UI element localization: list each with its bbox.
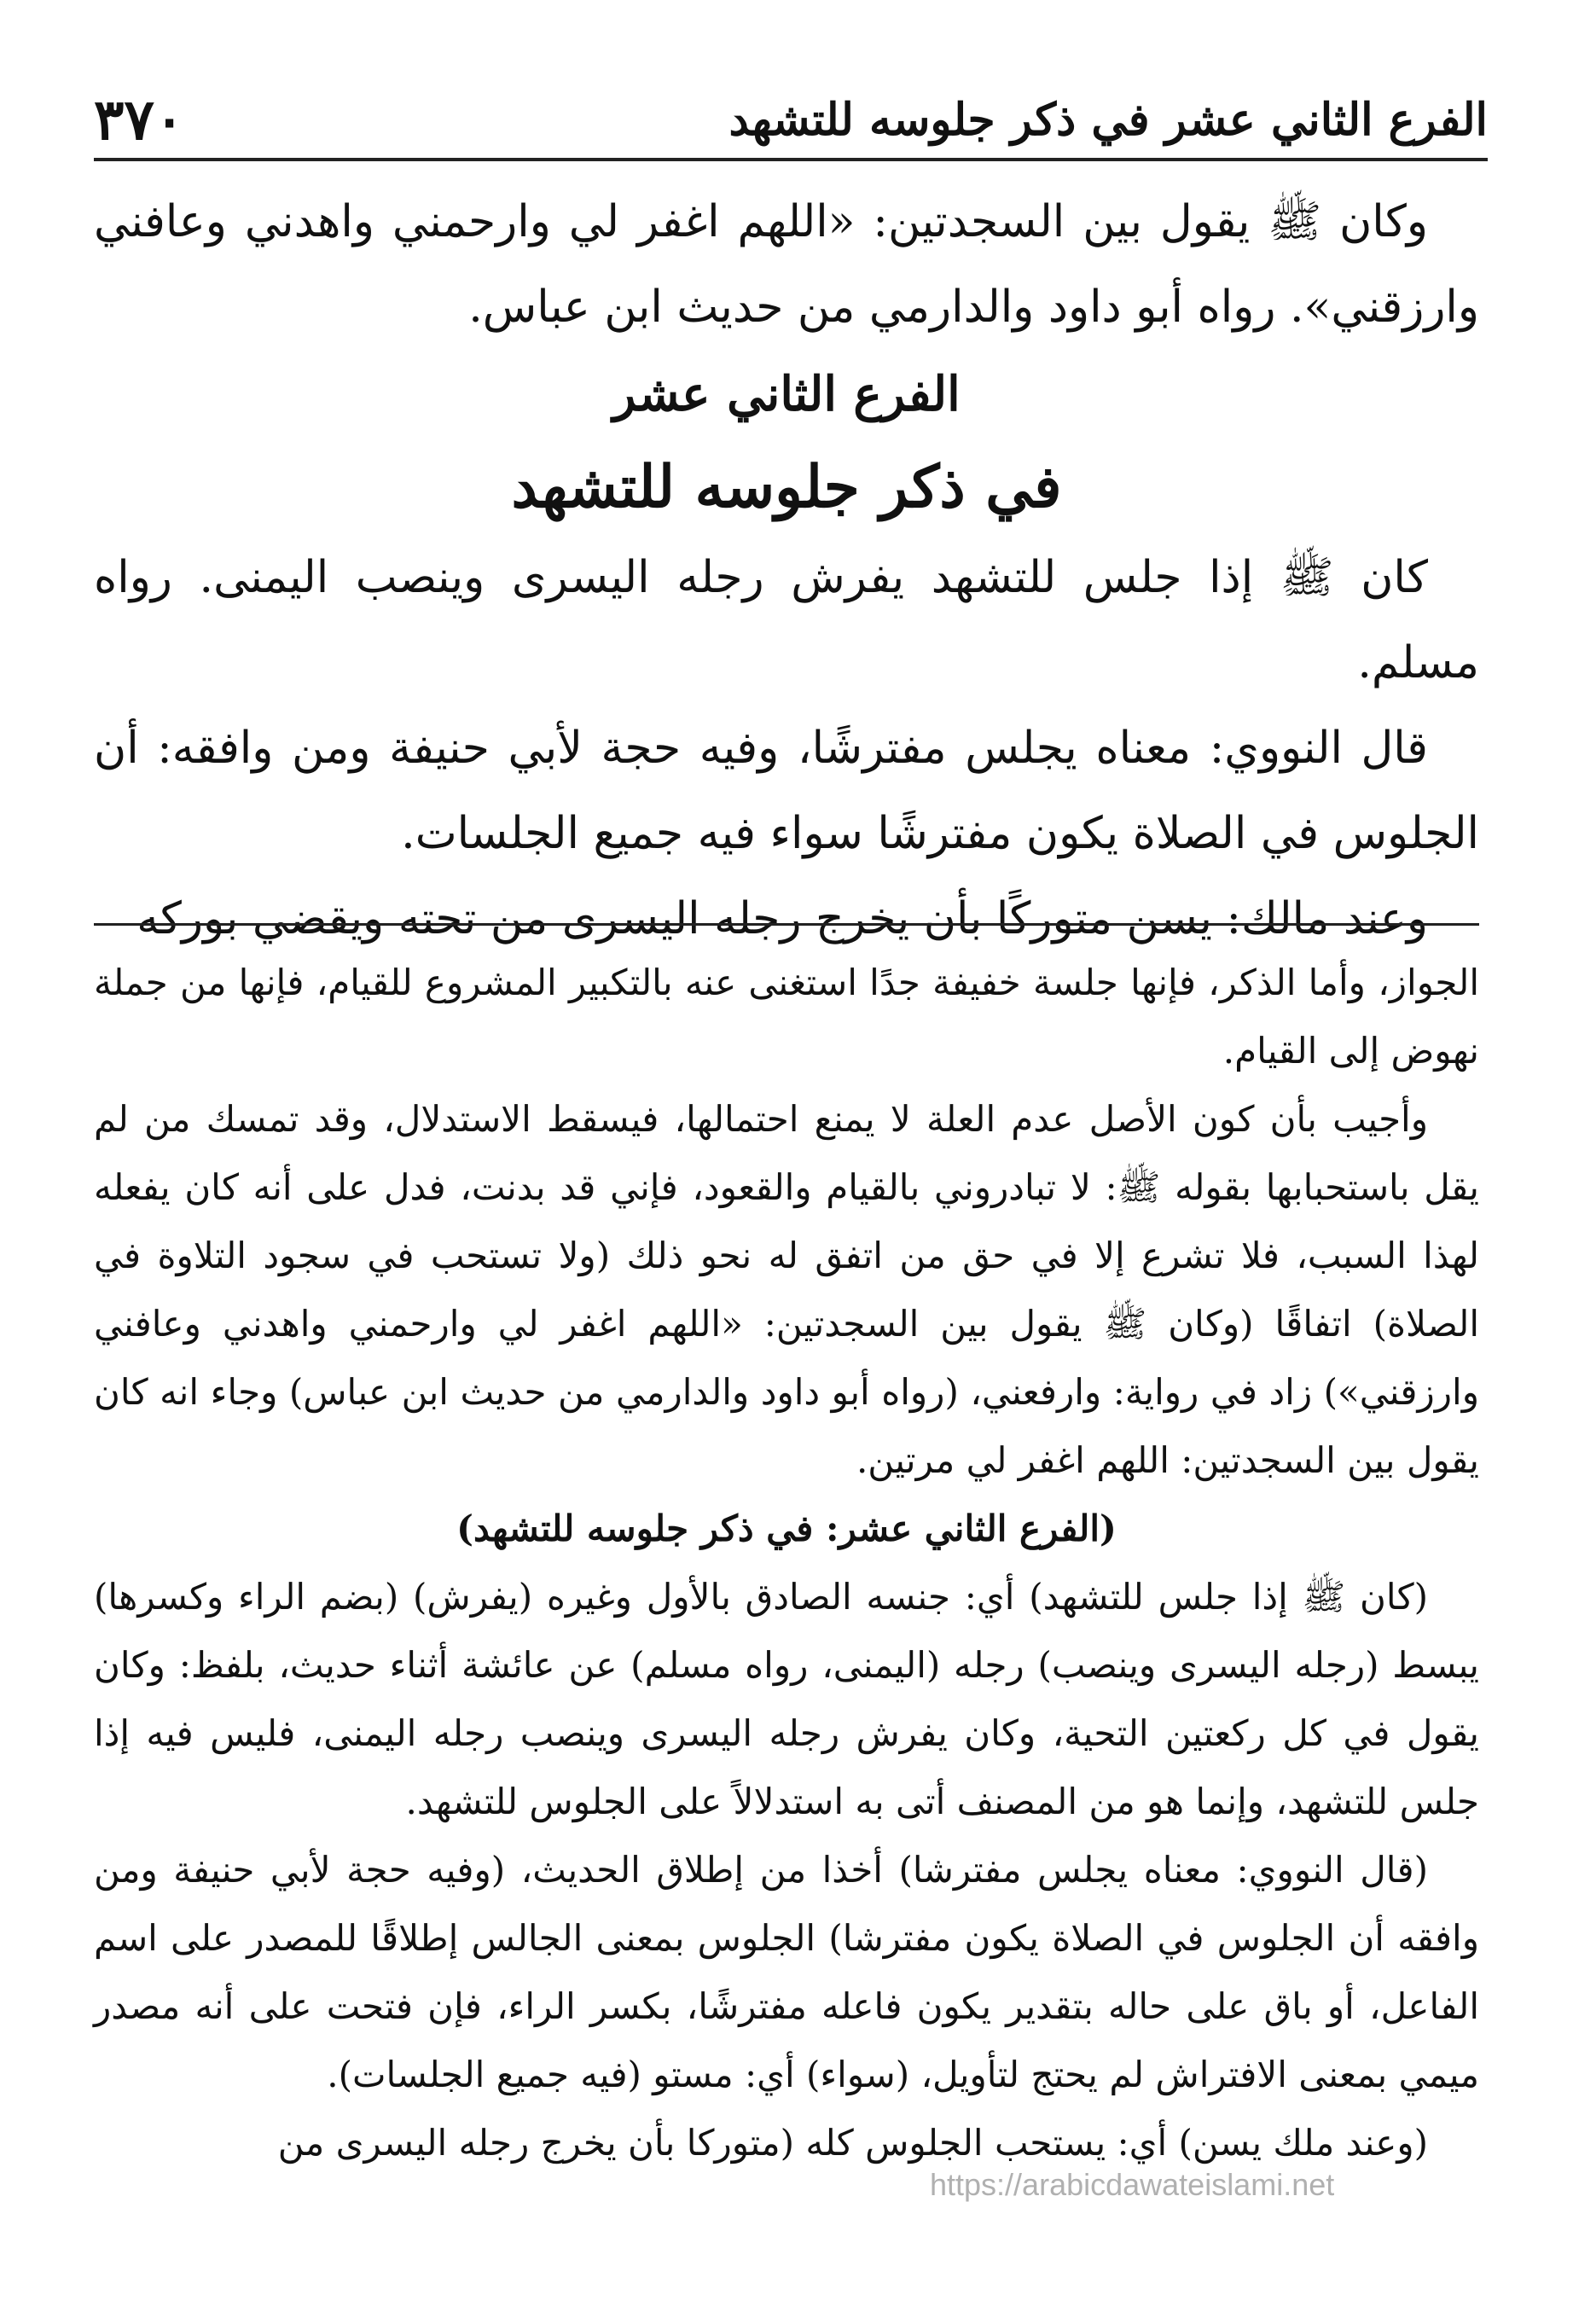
commentary-heading: (الفرع الثاني عشر: في ذكر جلوسه للتشهد)	[456, 1508, 1117, 1549]
main-text	[94, 179, 1479, 962]
commentary-paragraph-5: (وعند ملك يسن) أي: يستحب الجلوس كله (متوركا بأن يخرج رجله اليسرى من	[277, 2122, 1428, 2164]
page-number: ٣٧٠	[94, 86, 185, 153]
commentary-paragraph-3: (كان ﷺ إذا جلس للتشهد) أي: جنسه الصادق بالأول وغيره (يفرش) (بضم الراء وكسرها) يبسط (رجله اليسرى وينصب) رجله (اليمنى، رواه مسلم) عن عائشة أثناء حديث، بلفظ: وكان يقول في كل ركعتين التحية، وكان يفرش رجله اليسرى وينصب رجله اليمنى، فليس فيه إذا جلس للتشهد، وإنما هو من المصنف أتى به استدلالاً على الجلوس للتشهد.	[94, 1576, 1479, 1822]
matn-paragraph-3: قال النووي: معناه يجلس مفترشًا، وفيه حجة لأبي حنيفة ومن وافقه: أن الجلوس في الصلاة يكون مفترشًا سواء فيه جميع الجلسات.	[94, 723, 1479, 859]
matn-paragraph-2: كان ﷺ إذا جلس للتشهد يفرش رجله اليسرى وينصب اليمنى. رواه مسلم.	[94, 552, 1479, 688]
matn-paragraph-1: وكان ﷺ يقول بين السجدتين: «اللهم اغفر لي وارحمني واهدني وعافني وارزقني». رواه أبو داود والدارمي من حديث ابن عباس.	[94, 196, 1479, 333]
commentary-paragraph-2: وأجيب بأن كون الأصل عدم العلة لا يمنع احتمالها، فيسقط الاستدلال، وقد تمسك من لم يقل باستحبابها بقوله ﷺ: لا تبادروني بالقيام والقعود، فإني قد بدنت، فدل على أنه كان يفعله لهذا السبب، فلا تشرع إلا في حق من اتفق له نحو ذلك (ولا تستحب في سجود التلاوة في الصلاة) اتفاقًا (وكان ﷺ يقول بين السجدتين: «اللهم اغفر لي وارحمني واهدني وعافني وارزقني») زاد في رواية: وارفعني، (رواه أبو داود والدارمي من حديث ابن عباس) وجاء انه كان يقول بين السجدتين: اللهم اغفر لي مرتين.	[94, 1098, 1479, 1481]
section-heading-2: في ذكر جلوسه للتشهد	[511, 453, 1062, 521]
running-title: الفرع الثاني عشر في ذكر جلوسه للتشهد	[728, 93, 1488, 146]
watermark-url: https://arabicdawateislami.net	[930, 2167, 1335, 2202]
section-heading-1: الفرع الثاني عشر	[612, 366, 961, 422]
commentary-text	[94, 949, 1479, 2177]
commentary-paragraph-1: الجواز، وأما الذكر، فإنها جلسة خفيفة جدًا استغنى عنه بالتكبير المشروع للقيام، فإنها من جملة نهوض إلى القيام.	[94, 962, 1479, 1072]
matn-paragraph-4: وعند مالك: يسن متوركًا بأن يخرج رجله اليسرى من تحته ويقضي بوركه	[136, 893, 1428, 944]
footnote-divider	[94, 923, 1479, 926]
page-header	[94, 81, 1488, 161]
commentary-paragraph-4: (قال النووي: معناه يجلس مفترشا) أخذا من إطلاق الحديث، (وفيه حجة لأبي حنيفة ومن وافقه أن الجلوس في الصلاة يكون مفترشا) الجلوس بمعنى الجالس إطلاقًا للمصدر على اسم الفاعل، أو باق على حاله بتقدير يكون فاعله مفترشًا، بكسر الراء، فإن فتحت على أنه مصدر ميمي بمعنى الافتراش لم يحتج لتأويل، (سواء) أي: مستو (فيه جميع الجلسات).	[94, 1849, 1479, 2095]
